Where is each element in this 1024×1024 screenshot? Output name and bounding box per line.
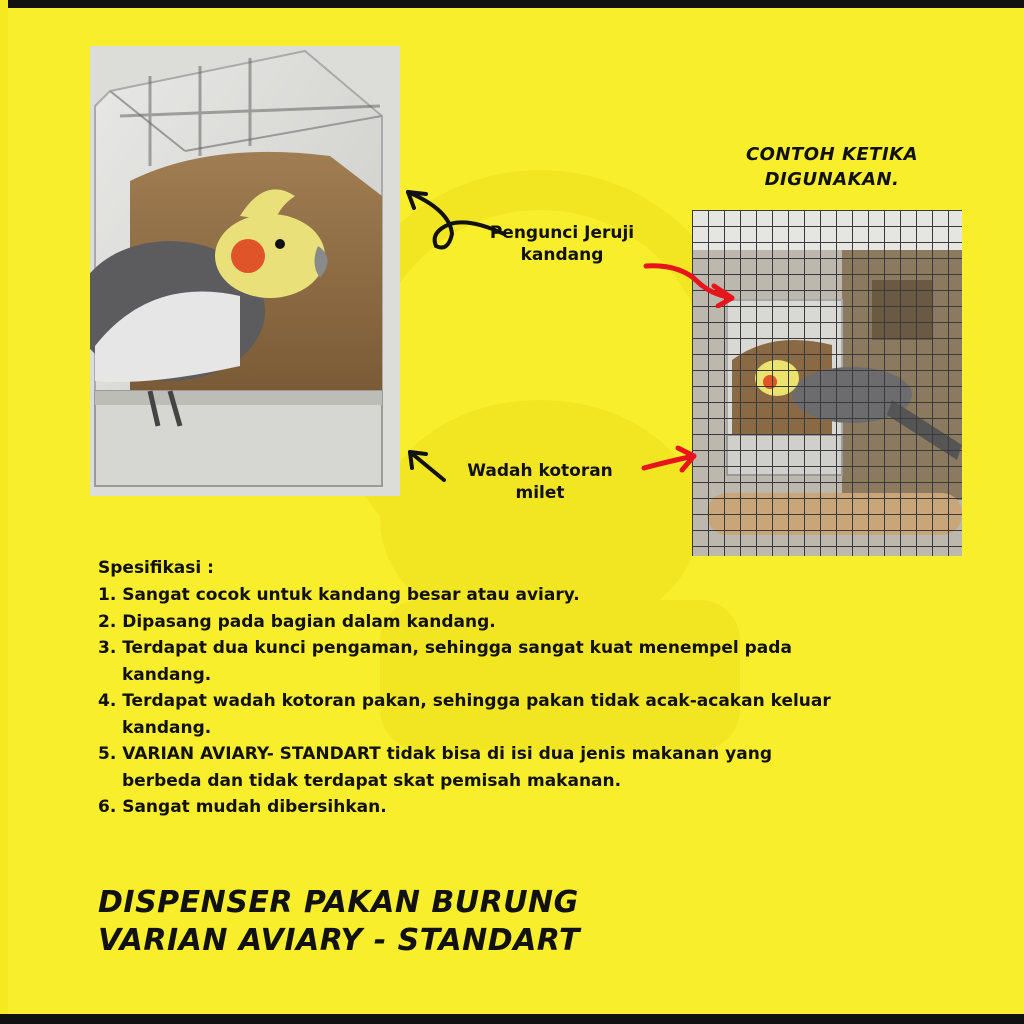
example-title: CONTOH KETIKA DIGUNAKAN.	[745, 144, 919, 190]
specs-list	[98, 582, 838, 821]
spec-item: 4. Terdapat wadah kotoran pakan, sehingga pakan tidak acak-acakan keluar kandang.	[98, 691, 831, 738]
red-arrow-icon	[640, 444, 700, 478]
spec-item: 3. Terdapat dua kunci pengaman, sehingga sangat kuat menempel pada kandang.	[98, 638, 792, 685]
spec-item: 2. Dipasang pada bagian dalam kandang.	[98, 611, 496, 632]
product-title-line1: DISPENSER PAKAN BURUNG	[98, 885, 579, 920]
tray-label: Wadah kotoran milet	[467, 461, 613, 503]
bottom-border	[0, 1014, 1024, 1024]
spec-item: 1. Sangat cocok untuk kandang besar atau aviary.	[98, 585, 580, 605]
red-arrow-icon	[640, 256, 740, 308]
lock-label: Pengunci Jeruji kandang	[489, 223, 635, 265]
top-border	[0, 0, 1024, 8]
product-photo	[90, 46, 400, 496]
spec-item: 5. VARIAN AVIARY- STANDART tidak bisa di isi dua jenis makanan yang berbeda dan tidak terdapat skat pemisah makanan.	[98, 744, 772, 791]
arrow-icon	[402, 446, 450, 486]
spec-item: 6. Sangat mudah dibersihkan.	[98, 797, 387, 817]
specifications	[98, 554, 838, 821]
left-border	[0, 0, 8, 1024]
product-title-line2: VARIAN AVIARY - STANDART	[98, 923, 581, 958]
specs-heading: Spesifikasi :	[98, 558, 214, 578]
product-title	[98, 884, 698, 960]
